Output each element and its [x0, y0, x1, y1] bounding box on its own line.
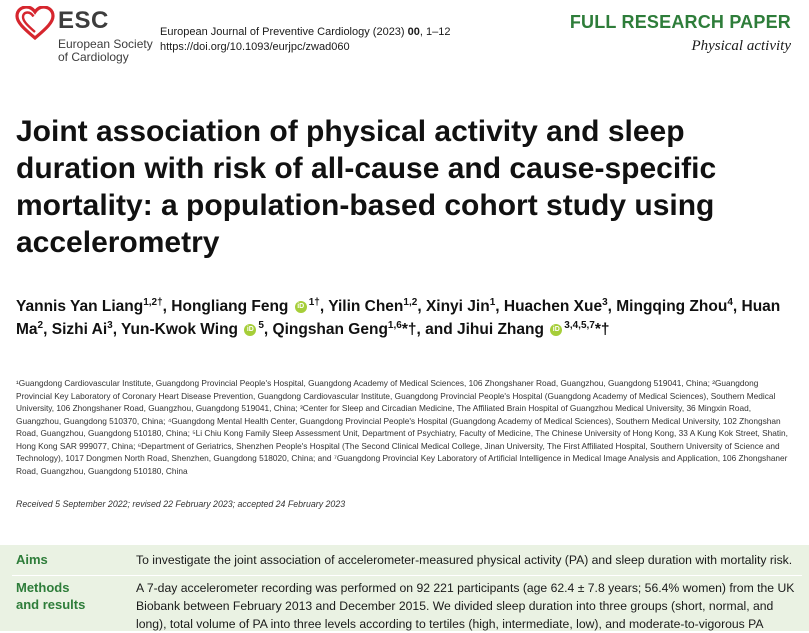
paper-type-label: FULL RESEARCH PAPER	[569, 12, 791, 32]
author-affiliation-marker: 1,6	[387, 319, 402, 331]
logo-subtitle: European Society of Cardiology	[58, 37, 153, 64]
author-affiliation-marker: 1,2†	[143, 296, 163, 308]
journal-name: European Journal of Preventive Cardiology (2023)	[160, 26, 405, 38]
aims-text: To investigate the joint association of accelerometer-measured physical activity (PA) and sleep duration with mortality risk.	[136, 553, 793, 567]
corresponding-author-mark: *†	[594, 321, 610, 338]
author-name: Yilin Chen	[328, 298, 404, 315]
heart-logo-icon	[15, 6, 55, 40]
author-name: Yannis Yan Liang	[16, 298, 144, 315]
author-name: Yun-Kwok Wing	[121, 321, 239, 338]
affiliations: ¹Guangdong Cardiovascular Institute, Guangdong Provincial People's Hospital, Guangdong Academy of Medical Sciences, 106 Zhongshaner Road, Guangzhou, Guangdong 519041, China; ²Guangdong Provincial Key Laboratory of Coronary Heart Disease Prevention, Guangdong Cardiovascular Institute, Guangdong Provincial People's Hospital (Guangdong Academy of Medical Sciences), Southern Medical University, 106 Zhongshaner Road, Guangzhou, Guangdong 519041, China; ³Center for Sleep and Circadian Medicine, The Affiliated Brain Hospital of Guangzhou Medical University, 36 Mingxin Road, Guangzhou, Guangdong 510370, China; ⁴Guangdong Mental Health Center, Guangdong Provincial People's Hospital (Guangdong Academy of Medical Sciences), Southern Medical University, 102 Zhongshan Road, Guangzhou, Guangdong 510180, China; ⁵Li Chiu Kong Family Sleep Assessment Unit, Department of Psychiatry, Faculty of Medicine, The Chinese University of Hong Kong, 33 A Kung Kok Street, Shatin, Hong Kong SAR 999077, China; ⁶Department of Geriatrics, Shenzhen People's Hospital (The Second Clinical Medical College, Jinan University, The First Affiliated Hospital, Southern University of Science and Technology), 1017 Dongmen North Road, Shenzhen, Guangdong 518020, China; and ⁷Guangdong Provincial Key Laboratory of Artificial Intelligence in Medical Image Analysis and Application, 106 Zhongshaner Road, Guangzhou, Guangdong 510180, China	[16, 378, 788, 476]
orcid-icon[interactable]: iD	[295, 301, 307, 313]
author-name: Mingqing Zhou	[616, 298, 728, 315]
journal-pages: , 1–12	[419, 26, 451, 38]
author-list: Yannis Yan Liang$^{1,2\dagger}$, Hongliang Feng iD $^{1\dagger}$, Yilin Chen$^{1,2}$, Xinyi Jin$^1$, Huachen Xue$^3$, Mingqing Zhou$^4$, Huan Ma$^2$, Sizhi Ai$^3$, Yun-Kwok Wing iD $^5$, Qingshan Geng$^{1,6}$*†, and Jihui Zhang iD $^{3,4,5,7}$*†	[16, 296, 781, 338]
methods-label: Methods and results	[16, 580, 86, 612]
orcid-icon[interactable]: iD	[244, 324, 256, 336]
orcid-icon[interactable]: iD	[550, 324, 562, 336]
journal-citation	[160, 25, 451, 55]
author-affiliation-marker: 1,2	[403, 296, 418, 308]
doi-link[interactable]: https://doi.org/10.1093/eurjpc/zwad060	[160, 41, 350, 53]
paper-type-block	[570, 12, 791, 55]
journal-volume: 00	[407, 26, 420, 38]
methods-text: A 7-day accelerometer recording was performed on 92 221 participants (age 62.4 ± 7.8 years; 56.4% women) from the UK Biobank between February 2013 and December 2015. We divided sleep duration into three groups (short, normal, and long), total volume of PA into three levels according to tertiles (high, intermediate, low), and moderate-to-vigorous PA	[136, 581, 795, 631]
section-label: Physical activity	[691, 38, 791, 54]
author-name: Sizhi Ai	[51, 321, 108, 338]
author-affiliation-marker: 3	[602, 296, 608, 308]
author-name: Hongliang Feng	[171, 298, 289, 315]
corresponding-author-mark: *†	[401, 321, 417, 338]
author-affiliation-marker: 1	[489, 296, 496, 308]
esc-logo	[15, 4, 155, 66]
logo-wordmark: ESC	[58, 7, 109, 34]
article-title: Joint association of physical activity and sleep duration with risk of all-cause and cause-specific mortality: a population-based cohort study using accelerometry	[16, 115, 717, 259]
author-affiliation-marker: 3	[107, 319, 113, 331]
author-name: Xinyi Jin	[425, 298, 490, 315]
author-affiliation-marker: 5	[258, 319, 264, 331]
author-affiliation-marker: 4	[727, 296, 733, 308]
author-name: Qingshan Geng	[272, 321, 388, 338]
author-name: Jihui Zhang	[456, 321, 544, 338]
aims-label: Aims	[16, 552, 48, 567]
author-affiliation-marker: 2	[37, 319, 44, 331]
author-name: Huachen Xue	[503, 298, 603, 315]
author-name: Huan Ma	[16, 298, 781, 338]
author-affiliation-marker: 3,4,5,7	[564, 319, 595, 331]
author-affiliation-marker: 1†	[308, 296, 320, 308]
received-dates: Received 5 September 2022; revised 22 February 2023; accepted 24 February 2023	[16, 499, 346, 509]
abstract-divider	[12, 575, 802, 576]
structured-abstract	[0, 545, 809, 631]
